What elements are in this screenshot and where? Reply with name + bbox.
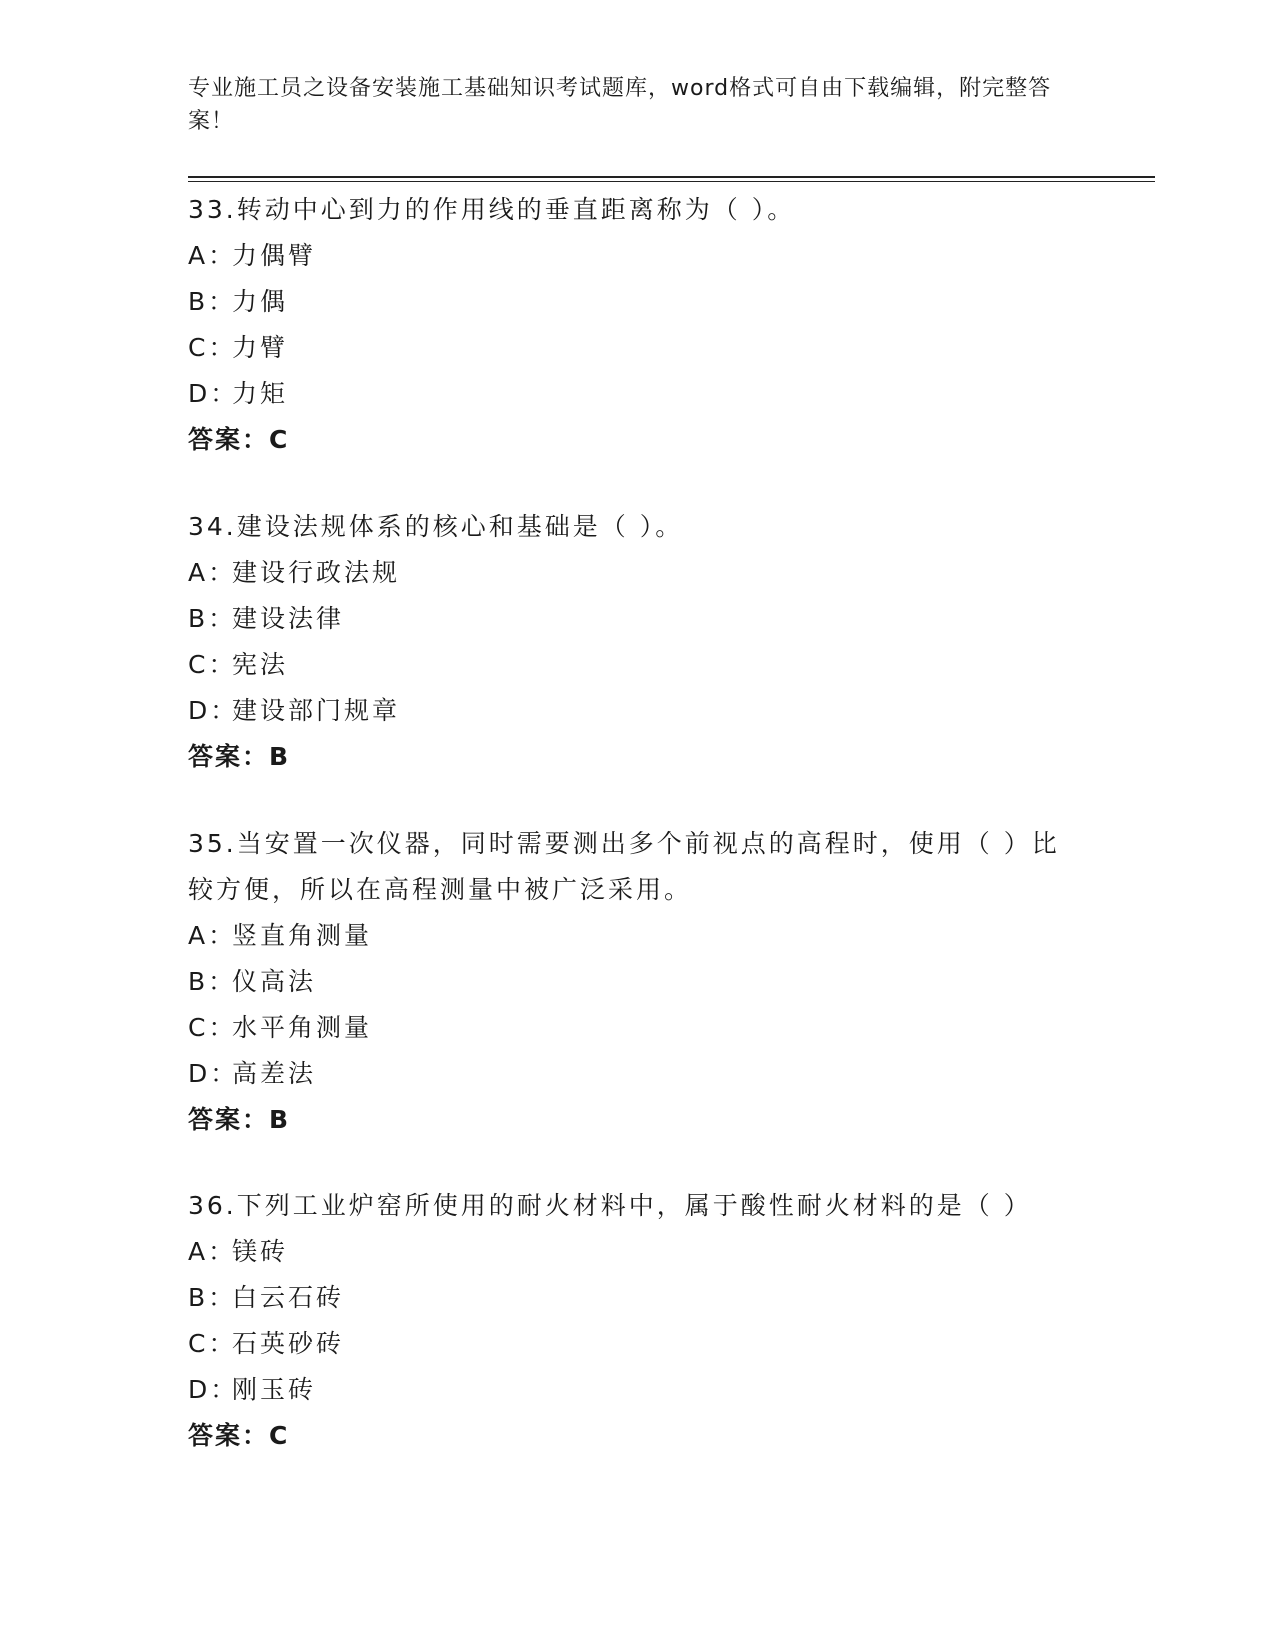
option-text: 刚玉砖 [232, 1375, 317, 1404]
option-key: B： [188, 967, 237, 996]
header-divider-thin [188, 181, 1155, 182]
question-text: 建设法规体系的核心和基础是（ ）。 [236, 512, 684, 541]
option-text: 力偶臂 [232, 241, 317, 270]
option-key: D： [188, 696, 239, 725]
header-divider-thick [188, 176, 1155, 178]
option-key: C： [188, 1329, 237, 1358]
option-a [188, 913, 1068, 959]
document-header: 专业施工员之设备安装施工基础知识考试题库，word格式可自由下载编辑，附完整答案！ [188, 76, 1052, 134]
option-text: 建设部门规章 [232, 696, 401, 725]
question-text: 当安置一次仪器，同时需要测出多个前视点的高程时，使用（ ）比较方便，所以在高程测量中被广泛采用。 [188, 829, 1060, 904]
option-b [188, 959, 1068, 1005]
option-text: 建设行政法规 [232, 558, 401, 587]
question-34 [188, 504, 1068, 780]
option-key: C： [188, 650, 237, 679]
question-stem [188, 1183, 1068, 1229]
option-text: 石英砂砖 [232, 1329, 345, 1358]
option-c [188, 1005, 1068, 1051]
option-d [188, 371, 1068, 417]
option-text: 仪高法 [232, 967, 317, 996]
option-key: D： [188, 1375, 239, 1404]
question-number: 35. [188, 829, 237, 858]
option-a [188, 233, 1068, 279]
option-text: 镁砖 [232, 1237, 289, 1266]
option-key: B： [188, 287, 237, 316]
option-d [188, 1051, 1068, 1097]
question-stem [188, 187, 1068, 233]
option-key: B： [188, 604, 237, 633]
option-key: C： [188, 333, 237, 362]
option-key: B： [188, 1283, 237, 1312]
option-text: 建设法律 [232, 604, 345, 633]
option-key: A： [188, 1237, 237, 1266]
option-text: 水平角测量 [232, 1013, 373, 1042]
question-36 [188, 1183, 1068, 1459]
option-text: 高差法 [232, 1059, 317, 1088]
question-stem [188, 821, 1068, 913]
option-key: A： [188, 558, 237, 587]
question-33 [188, 187, 1068, 463]
option-d [188, 688, 1068, 734]
question-text: 转动中心到力的作用线的垂直距离称为（ ）。 [236, 195, 796, 224]
option-key: A： [188, 921, 237, 950]
option-text: 力矩 [232, 379, 289, 408]
answer: 答案：B [188, 742, 291, 771]
question-number: 33. [188, 195, 237, 224]
option-c [188, 325, 1068, 371]
question-text: 下列工业炉窑所使用的耐火材料中，属于酸性耐火材料的是（ ） [236, 1191, 1032, 1220]
question-stem [188, 504, 1068, 550]
option-text: 竖直角测量 [232, 921, 373, 950]
question-35 [188, 821, 1068, 1143]
option-b [188, 1275, 1068, 1321]
option-b [188, 596, 1068, 642]
option-text: 白云石砖 [232, 1283, 345, 1312]
option-text: 力臂 [232, 333, 289, 362]
option-key: D： [188, 379, 239, 408]
option-c [188, 1321, 1068, 1367]
option-key: C： [188, 1013, 237, 1042]
answer: 答案：C [188, 425, 290, 454]
option-key: A： [188, 241, 237, 270]
option-a [188, 550, 1068, 596]
option-key: D： [188, 1059, 239, 1088]
option-b [188, 279, 1068, 325]
option-c [188, 642, 1068, 688]
answer: 答案：C [188, 1421, 290, 1450]
option-text: 宪法 [232, 650, 289, 679]
question-number: 36. [188, 1191, 237, 1220]
answer: 答案：B [188, 1105, 291, 1134]
question-number: 34. [188, 512, 237, 541]
option-text: 力偶 [232, 287, 289, 316]
option-d [188, 1367, 1068, 1413]
option-a [188, 1229, 1068, 1275]
